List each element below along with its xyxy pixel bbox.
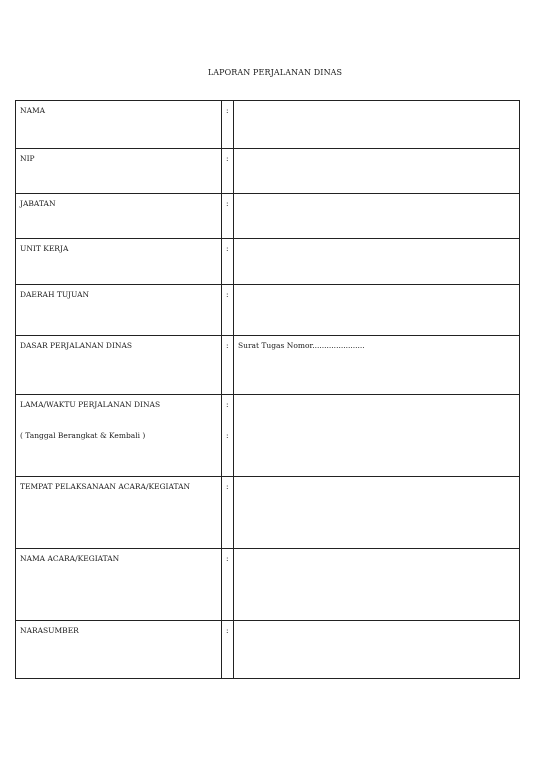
row-colon: : [222, 101, 234, 149]
row-colon: : [222, 285, 234, 336]
form-row-dasar-perjalanan [16, 336, 520, 395]
row-label-cell [16, 395, 222, 477]
row-value[interactable] [234, 285, 520, 336]
row-label: NAMA [16, 101, 222, 149]
form-row-unit-kerja [16, 239, 520, 285]
row-label: DASAR PERJALANAN DINAS [16, 336, 222, 395]
row-colon: : [222, 149, 234, 194]
row-value[interactable]: Surat Tugas Nomor...................... [234, 336, 520, 395]
form-row-narasumber [16, 621, 520, 679]
row-colon: : [226, 400, 229, 409]
form-row-nama-acara [16, 549, 520, 621]
row-label: NAMA ACARA/KEGIATAN [16, 549, 222, 621]
form-row-lama-waktu [16, 395, 520, 477]
row-value[interactable] [234, 395, 520, 477]
row-colon: : [222, 239, 234, 285]
row-colon: : [222, 336, 234, 395]
row-colon: : [222, 477, 234, 549]
row-value[interactable] [234, 549, 520, 621]
row-sublabel: ( Tanggal Berangkat & Kembali ) [20, 431, 146, 440]
form-row-nama [16, 101, 520, 149]
row-label: LAMA/WAKTU PERJALANAN DINAS [20, 400, 161, 409]
travel-report-form [15, 100, 520, 679]
row-colon-cell [222, 395, 234, 477]
document-title: LAPORAN PERJALANAN DINAS [207, 68, 343, 77]
form-row-jabatan [16, 194, 520, 239]
form-row-nip [16, 149, 520, 194]
form-row-daerah-tujuan [16, 285, 520, 336]
form-row-tempat-pelaksanaan [16, 477, 520, 549]
row-label: DAERAH TUJUAN [16, 285, 222, 336]
row-label: TEMPAT PELAKSANAAN ACARA/KEGIATAN [16, 477, 222, 549]
row-value[interactable] [234, 477, 520, 549]
row-label: UNIT KERJA [16, 239, 222, 285]
row-value[interactable] [234, 194, 520, 239]
row-label: NARASUMBER [16, 621, 222, 679]
row-label: NIP [16, 149, 222, 194]
row-colon: : [222, 194, 234, 239]
row-colon: : [222, 621, 234, 679]
row-colon-2: : [226, 431, 229, 440]
row-value[interactable] [234, 149, 520, 194]
row-value[interactable] [234, 101, 520, 149]
row-value[interactable] [234, 239, 520, 285]
row-value[interactable] [234, 621, 520, 679]
row-label: JABATAN [16, 194, 222, 239]
row-colon: : [222, 549, 234, 621]
